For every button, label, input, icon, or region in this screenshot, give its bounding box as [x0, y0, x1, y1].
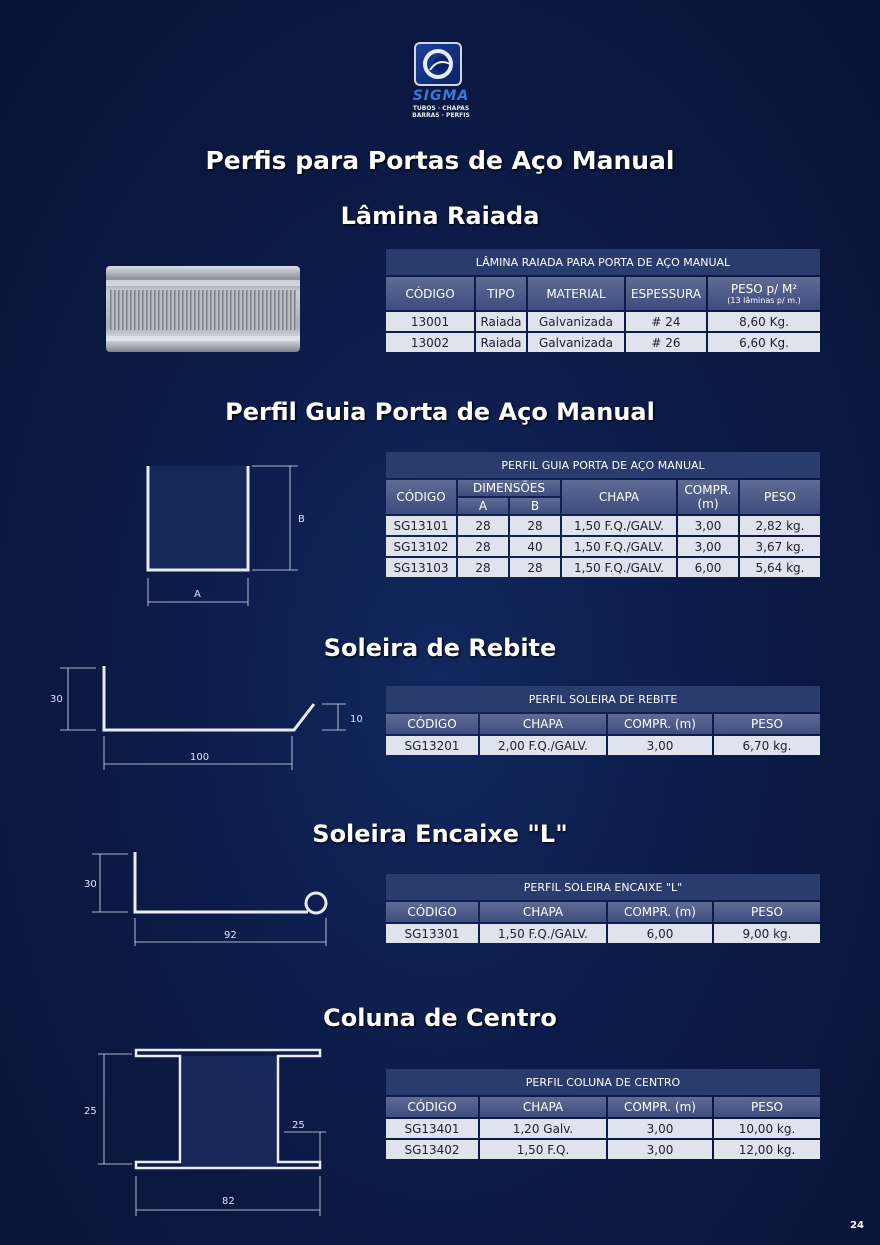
table-lamina-raiada	[384, 247, 822, 354]
col-header-chapa: CHAPA	[480, 1097, 606, 1117]
col-header-chapa: CHAPA	[562, 480, 676, 514]
table-cell: SG13201	[386, 736, 478, 755]
table-row	[386, 333, 820, 352]
table-cell: Galvanizada	[528, 312, 624, 331]
table-cell: 3,00	[678, 537, 738, 556]
table-cell: 2,82 kg.	[740, 516, 820, 535]
page-title: Perfis para Portas de Aço Manual	[205, 146, 675, 175]
table-cell: 1,50 F.Q./GALV.	[562, 537, 676, 556]
page-number: 24	[850, 1220, 864, 1231]
table-row	[386, 736, 820, 755]
col-header-codigo: CÓDIGO	[386, 714, 478, 734]
table-coluna-centro	[384, 1067, 822, 1161]
col-header-codigo: CÓDIGO	[386, 277, 474, 310]
table-cell: 5,64 kg.	[740, 558, 820, 577]
table-cell: SG13102	[386, 537, 456, 556]
table-row	[386, 924, 820, 943]
soleira-rebite-drawing	[46, 660, 376, 775]
lamina-raiada-image	[106, 266, 300, 356]
col-header-chapa: CHAPA	[480, 902, 606, 922]
table-cell: 12,00 kg.	[714, 1140, 820, 1159]
table-cell: 28	[458, 558, 508, 577]
col-header-peso: PESO	[740, 480, 820, 514]
col-header-chapa: CHAPA	[480, 714, 606, 734]
section-title-lamina-raiada: Lâmina Raiada	[340, 202, 540, 230]
table-cell: 6,60 Kg.	[708, 333, 820, 352]
table-cell: 28	[458, 537, 508, 556]
logo-name: SIGMA	[412, 88, 470, 104]
col-header-peso: PESO	[714, 1097, 820, 1117]
col-header-codigo: CÓDIGO	[386, 902, 478, 922]
col-header-tipo: TIPO	[476, 277, 526, 310]
table-cell: Raiada	[476, 333, 526, 352]
table-cell: SG13301	[386, 924, 478, 943]
table-cell: 1,50 F.Q./GALV.	[562, 558, 676, 577]
dim-label-height: 25	[84, 1106, 97, 1117]
table-caption: LÂMINA RAIADA PARA PORTA DE AÇO MANUAL	[386, 249, 820, 275]
table-cell: Galvanizada	[528, 333, 624, 352]
table-cell: 6,00	[608, 924, 712, 943]
table-row	[386, 1119, 820, 1138]
section-title-soleira-rebite: Soleira de Rebite	[323, 634, 557, 662]
col-header-compr: COMPR. (m)	[608, 714, 712, 734]
col-header-b: B	[510, 498, 560, 514]
table-cell: SG13401	[386, 1119, 478, 1138]
dim-label-width: 82	[222, 1196, 235, 1207]
dim-label-b: B	[298, 514, 305, 525]
table-soleira-encaixe	[384, 872, 822, 945]
dim-label-width: 100	[190, 752, 210, 763]
table-caption: PERFIL SOLEIRA DE REBITE	[386, 686, 820, 712]
sigma-logo-icon	[414, 42, 462, 86]
col-header-espessura: ESPESSURA	[626, 277, 706, 310]
coluna-centro-drawing	[80, 1040, 340, 1220]
table-cell: 13002	[386, 333, 474, 352]
logo-subtitle	[396, 105, 486, 119]
col-header-material: MATERIAL	[528, 277, 624, 310]
table-cell: 1,20 Galv.	[480, 1119, 606, 1138]
table-cell: 2,00 F.Q./GALV.	[480, 736, 606, 755]
table-row	[386, 558, 820, 577]
table-cell: 1,50 F.Q./GALV.	[480, 924, 606, 943]
table-cell: 6,00	[678, 558, 738, 577]
col-header-dimensoes: DIMENSÕES	[458, 480, 560, 496]
table-cell: 3,00	[608, 1119, 712, 1138]
table-cell: 1,50 F.Q./GALV.	[562, 516, 676, 535]
table-cell: 3,00	[678, 516, 738, 535]
col-header-codigo: CÓDIGO	[386, 1097, 478, 1117]
table-row	[386, 1140, 820, 1159]
table-cell: 6,70 kg.	[714, 736, 820, 755]
table-perfil-guia	[384, 450, 822, 579]
col-header-compr: COMPR. (m)	[608, 902, 712, 922]
col-header-compr: COMPR. (m)	[608, 1097, 712, 1117]
table-cell: 3,67 kg.	[740, 537, 820, 556]
dim-label-height: 30	[50, 694, 63, 705]
table-row	[386, 312, 820, 331]
logo-line-1: TUBOS · CHAPAS	[412, 105, 470, 112]
dim-label-lip: 10	[350, 714, 363, 725]
col-header-peso: PESO	[714, 902, 820, 922]
soleira-encaixe-drawing	[76, 848, 346, 948]
col-header-peso: PESO p/ M² (13 lâminas p/ m.)	[708, 277, 820, 310]
dim-label-height: 30	[84, 879, 97, 890]
table-cell: 3,00	[608, 1140, 712, 1159]
table-cell: SG13402	[386, 1140, 478, 1159]
col-header-peso: PESO	[714, 714, 820, 734]
table-row	[386, 537, 820, 556]
table-cell: 28	[510, 516, 560, 535]
table-cell: SG13103	[386, 558, 456, 577]
col-header-a: A	[458, 498, 508, 514]
section-title-soleira-encaixe: Soleira Encaixe "L"	[312, 820, 568, 848]
table-cell: 13001	[386, 312, 474, 331]
table-caption: PERFIL SOLEIRA ENCAIXE "L"	[386, 874, 820, 900]
col-header-compr: COMPR. (m)	[678, 480, 738, 514]
dim-label-flange: 25	[292, 1120, 305, 1131]
dim-label-width: 92	[224, 930, 237, 941]
perfil-guia-drawing	[140, 460, 310, 610]
dim-label-a: A	[194, 589, 201, 600]
table-cell: # 26	[626, 333, 706, 352]
section-title-perfil-guia: Perfil Guia Porta de Aço Manual	[225, 398, 655, 426]
table-cell: 8,60 Kg.	[708, 312, 820, 331]
table-row	[386, 516, 820, 535]
col-header-codigo: CÓDIGO	[386, 480, 456, 514]
table-cell: 1,50 F.Q.	[480, 1140, 606, 1159]
table-caption: PERFIL COLUNA DE CENTRO	[386, 1069, 820, 1095]
table-cell: Raiada	[476, 312, 526, 331]
section-title-coluna-centro: Coluna de Centro	[323, 1004, 557, 1032]
table-caption: PERFIL GUIA PORTA DE AÇO MANUAL	[386, 452, 820, 478]
table-soleira-rebite	[384, 684, 822, 757]
table-cell: # 24	[626, 312, 706, 331]
table-cell: 28	[458, 516, 508, 535]
table-cell: 40	[510, 537, 560, 556]
logo-line-2: BARRAS · PERFIS	[412, 112, 470, 119]
table-cell: 9,00 kg.	[714, 924, 820, 943]
table-cell: 10,00 kg.	[714, 1119, 820, 1138]
table-cell: 3,00	[608, 736, 712, 755]
table-cell: SG13101	[386, 516, 456, 535]
table-cell: 28	[510, 558, 560, 577]
